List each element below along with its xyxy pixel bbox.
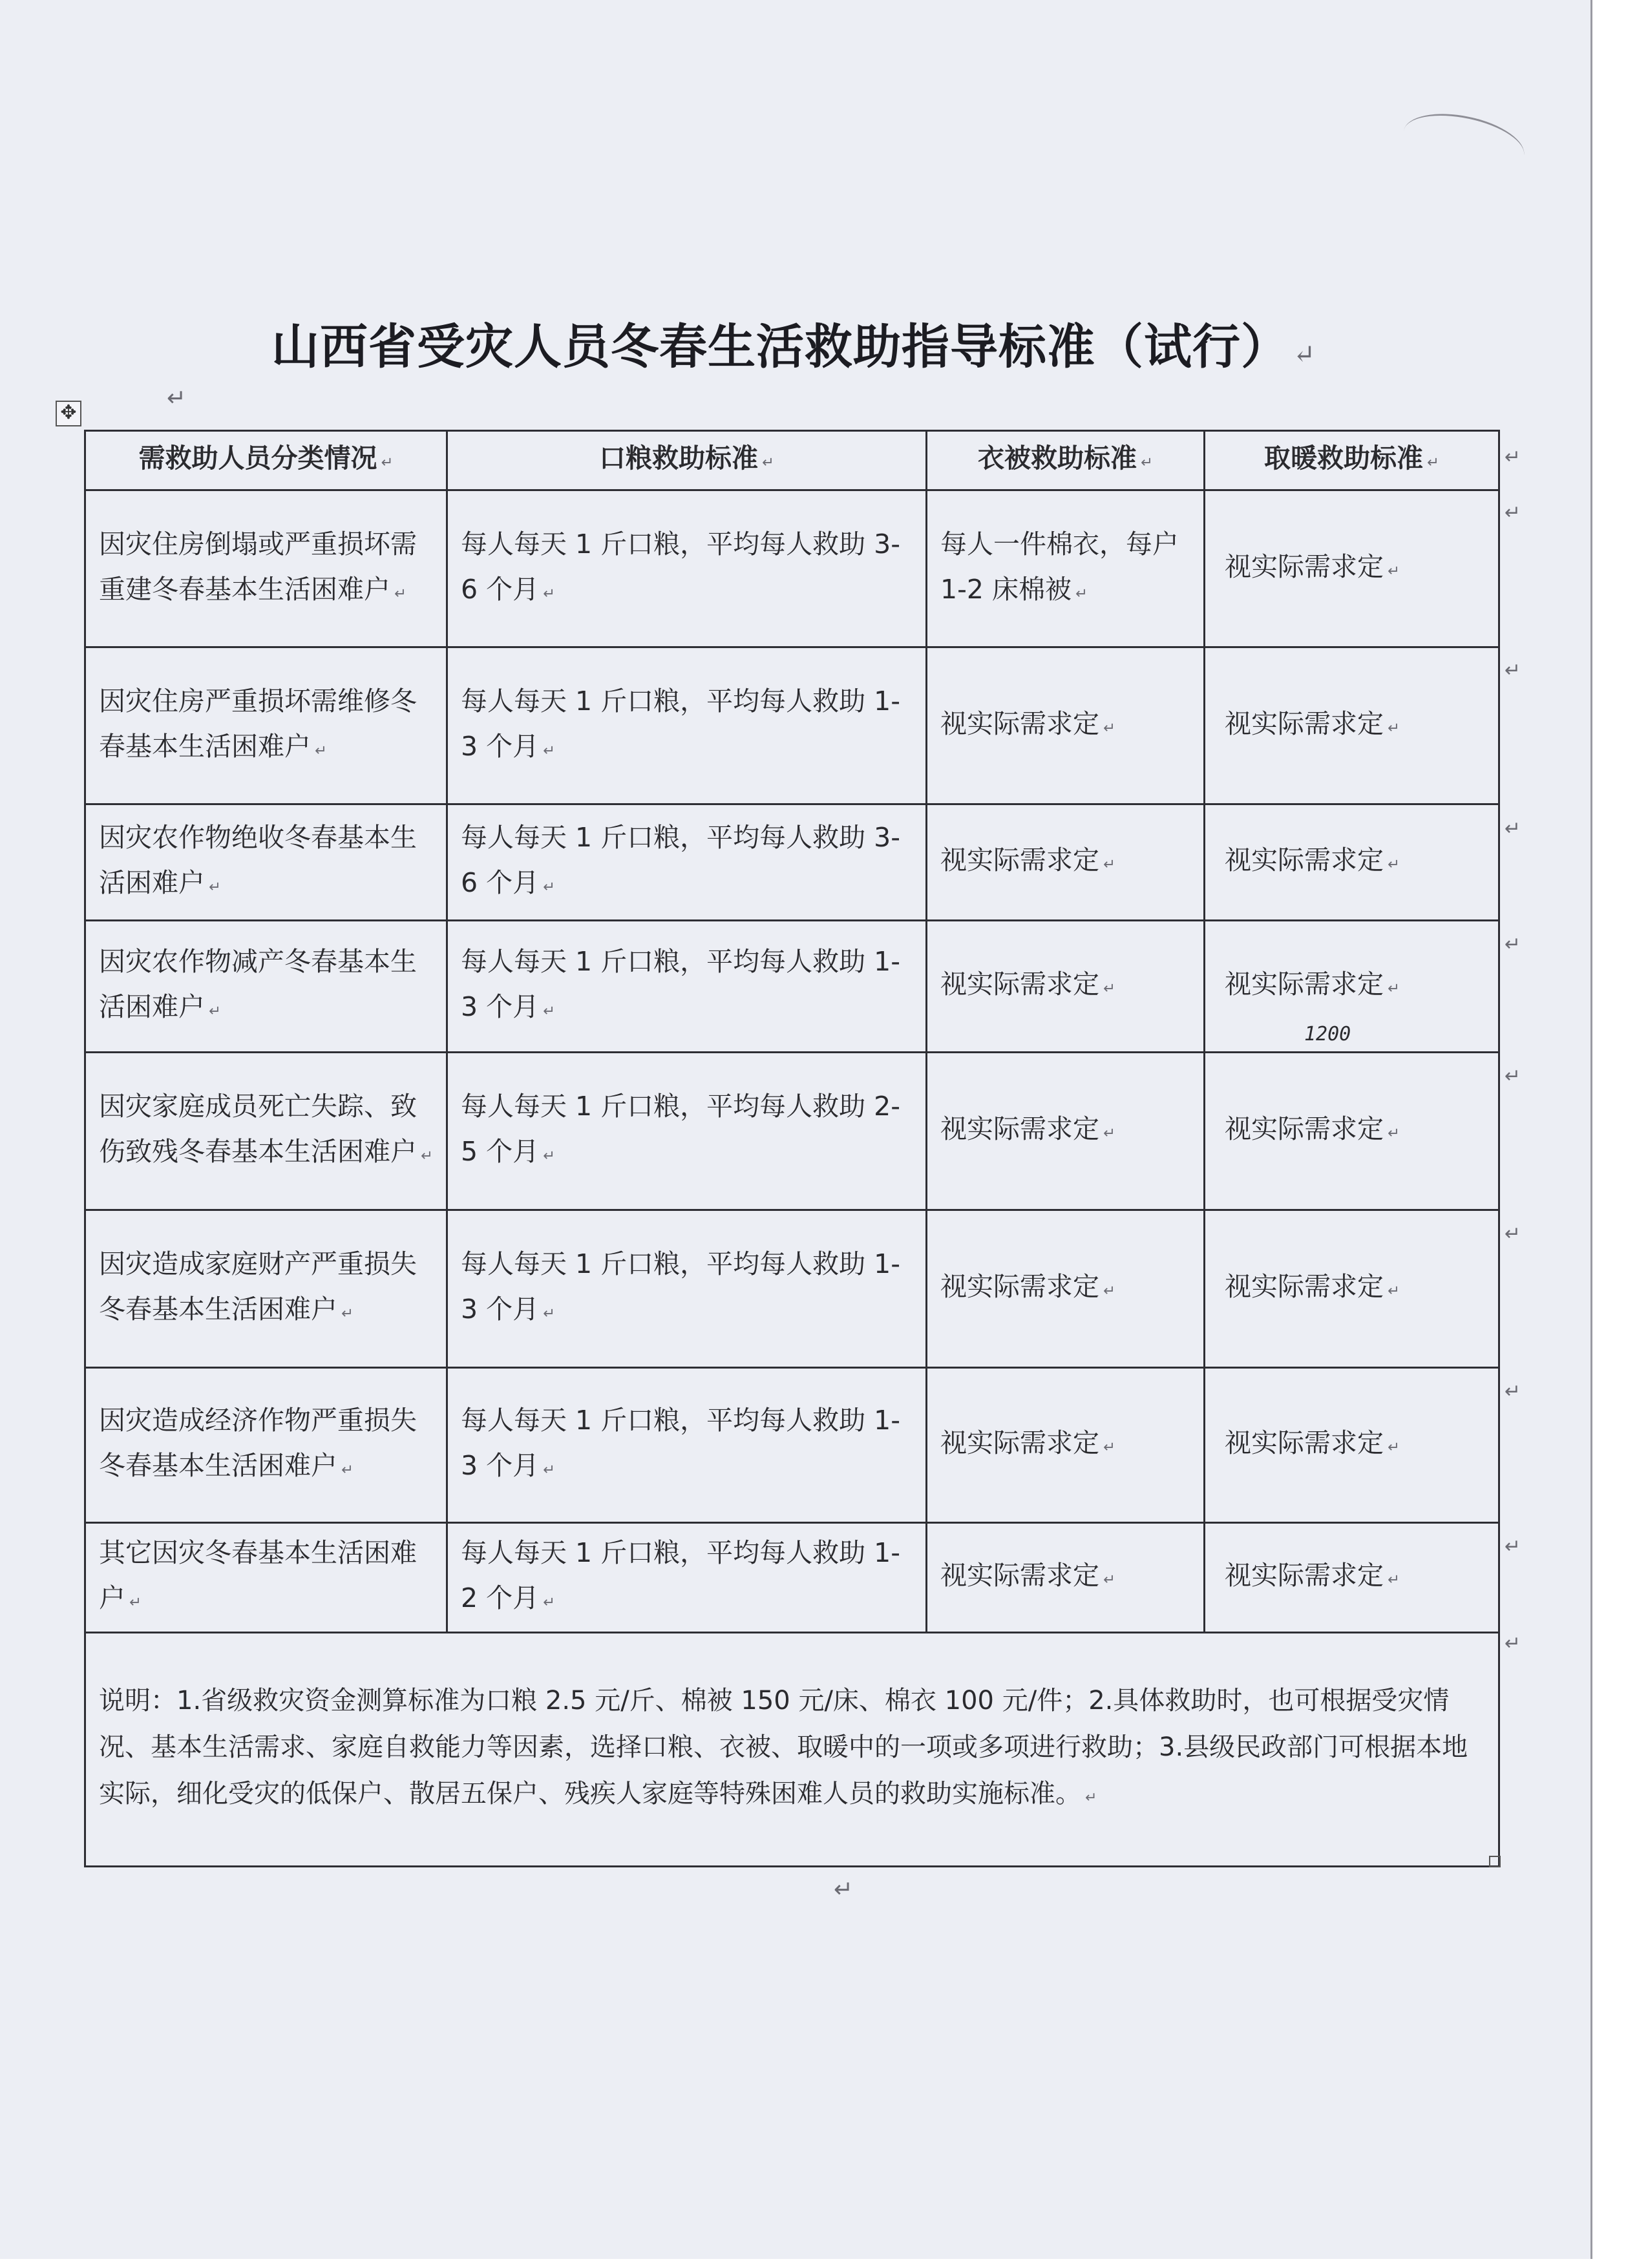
table-row [85,1368,1499,1523]
header-heating: 取暖救助标准 ↵ [1205,431,1499,490]
food-cell: 每人每天 1 斤口粮，平均每人救助 1-3 个月 ↵ [447,921,927,1053]
clothing-cell: 每人一件棉衣，每户 1-2 床棉被 ↵ [927,490,1205,647]
heating-cell: 视实际需求定 ↵ [1205,647,1499,804]
category-cell: 因灾家庭成员死亡失踪、致伤致残冬春基本生活困难户 ↵ [85,1053,447,1210]
food-cell: 每人每天 1 斤口粮，平均每人救助 2-5 个月 ↵ [447,1053,927,1210]
header-clothing: 衣被救助标准 ↵ [927,431,1205,490]
clothing-cell: 视实际需求定 ↵ [927,804,1205,921]
food-cell: 每人每天 1 斤口粮，平均每人救助 1-2 个月 ↵ [447,1523,927,1633]
food-cell: 每人每天 1 斤口粮，平均每人救助 3-6 个月 ↵ [447,804,927,921]
table-row [85,647,1499,804]
table-header-row [85,431,1499,490]
category-cell: 因灾住房倒塌或严重损坏需重建冬春基本生活困难户 ↵ [85,490,447,647]
row-end-mark: ↵ [1505,1380,1521,1403]
row-end-mark: ↵ [1505,446,1521,468]
document-title-text: 山西省受灾人员冬春生活救助指导标准（试行） [271,319,1289,375]
return-mark-icon: ↵ [167,385,187,412]
table-row [85,1523,1499,1633]
table-resize-handle-icon[interactable] [1489,1856,1501,1867]
category-cell: 因灾住房严重损坏需维修冬春基本生活困难户 ↵ [85,647,447,804]
row-end-mark: ↵ [1505,1632,1521,1655]
heating-cell: 视实际需求定 ↵ [1205,921,1499,1053]
header-category: 需救助人员分类情况 ↵ [85,431,447,490]
clothing-cell: 视实际需求定 ↵ [927,1368,1205,1523]
row-end-mark: ↵ [1505,1065,1521,1087]
category-cell: 其它因灾冬春基本生活困难户 ↵ [85,1523,447,1633]
scanner-bottom-edge [0,2259,1648,2268]
scanner-background-edge [1592,0,1648,2268]
paper-edge [1590,0,1592,2268]
handwritten-note: 1200 [1304,1023,1351,1045]
table-row [85,1053,1499,1210]
document-title [271,309,1357,377]
heating-cell: 视实际需求定 ↵ [1205,804,1499,921]
header-food: 口粮救助标准 ↵ [447,431,927,490]
return-mark-icon: ↵ [1293,339,1316,370]
row-end-mark: ↵ [1505,1535,1521,1558]
heating-cell: 视实际需求定 ↵ [1205,1368,1499,1523]
heating-cell: 视实际需求定 ↵ [1205,1210,1499,1368]
food-cell: 每人每天 1 斤口粮，平均每人救助 1-3 个月 ↵ [447,1210,927,1368]
return-mark-icon: ↵ [834,1876,854,1903]
category-cell: 因灾造成家庭财产严重损失冬春基本生活困难户 ↵ [85,1210,447,1368]
clothing-cell: 视实际需求定 ↵ [927,921,1205,1053]
food-cell: 每人每天 1 斤口粮，平均每人救助 3-6 个月 ↵ [447,490,927,647]
paper-crease [1398,104,1529,182]
table-row [85,490,1499,647]
note-row [85,1633,1499,1867]
note-cell: 说明：1.省级救灾资金测算标准为口粮 2.5 元/斤、棉被 150 元/床、棉衣 100 元/件；2.具体救助时，也可根据受灾情况、基本生活需求、家庭自救能力等因素，选择口粮、衣被、取暖中的一项或多项进行救助；3.县级民政部门可根据本地实际，细化受灾的低保户、散居五保户、残疾人家庭等特殊困难人员的救助实施标准。 ↵ [85,1633,1499,1867]
row-end-mark: ↵ [1505,933,1521,956]
heating-cell: 视实际需求定 ↵ [1205,1523,1499,1633]
row-end-mark: ↵ [1505,1223,1521,1245]
relief-standard-table [84,430,1500,1867]
heating-cell: 视实际需求定 ↵ [1205,1053,1499,1210]
category-cell: 因灾农作物减产冬春基本生活困难户 ↵ [85,921,447,1053]
row-end-mark: ↵ [1505,817,1521,840]
clothing-cell: 视实际需求定 ↵ [927,647,1205,804]
clothing-cell: 视实际需求定 ↵ [927,1053,1205,1210]
clothing-cell: 视实际需求定 ↵ [927,1210,1205,1368]
row-end-mark: ↵ [1505,501,1521,524]
clothing-cell: 视实际需求定 ↵ [927,1523,1205,1633]
table-row [85,1210,1499,1368]
row-end-mark: ↵ [1505,659,1521,682]
table-row [85,921,1499,1053]
table-move-handle-icon[interactable]: ✥ [56,401,81,426]
heating-cell: 视实际需求定 ↵ [1205,490,1499,647]
food-cell: 每人每天 1 斤口粮，平均每人救助 1-3 个月 ↵ [447,647,927,804]
category-cell: 因灾造成经济作物严重损失冬春基本生活困难户 ↵ [85,1368,447,1523]
table-row [85,804,1499,921]
category-cell: 因灾农作物绝收冬春基本生活困难户 ↵ [85,804,447,921]
food-cell: 每人每天 1 斤口粮，平均每人救助 1-3 个月 ↵ [447,1368,927,1523]
